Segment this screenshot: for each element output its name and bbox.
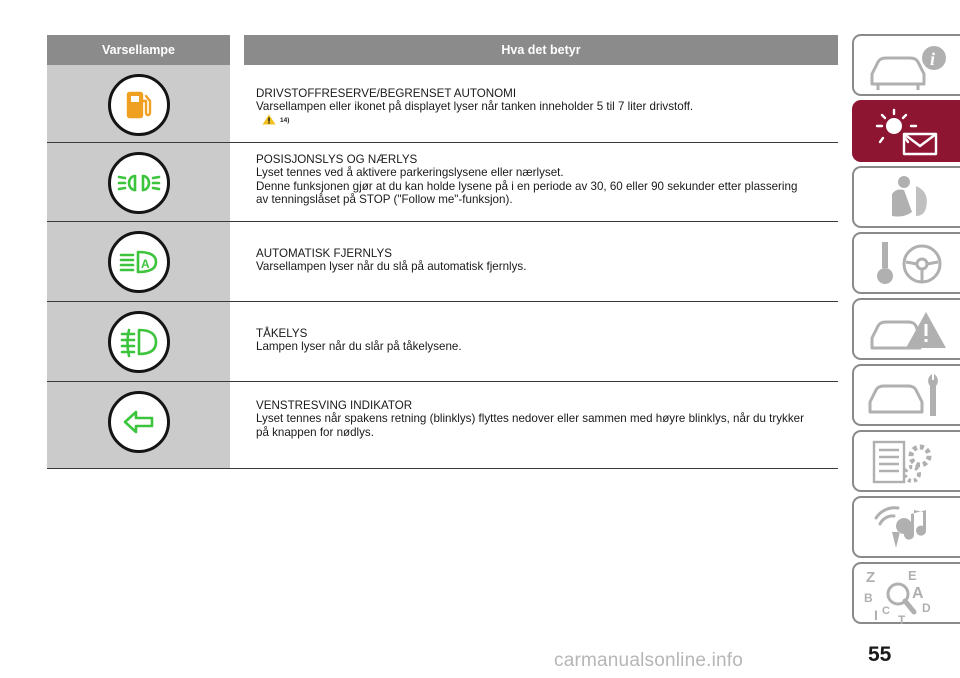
- auto-high-beam-icon: [108, 231, 170, 293]
- tab-starting-driving[interactable]: [852, 232, 960, 294]
- safety-seat-airbag-icon: [864, 172, 954, 224]
- index-letter: C: [882, 605, 890, 617]
- left-turn-indicator-icon: [108, 391, 170, 453]
- page-number: 55: [868, 643, 892, 666]
- header-warning-light: Varsellampe: [47, 35, 230, 65]
- index-letter: Z: [866, 569, 876, 586]
- index-letter: B: [864, 591, 873, 605]
- car-info-icon: [864, 40, 954, 92]
- row-title: POSISJONSLYS OG NÆRLYS: [256, 153, 418, 166]
- tab-warning-lights[interactable]: [852, 100, 960, 162]
- table-row: [47, 222, 838, 302]
- parking-lights-icon: [108, 152, 170, 214]
- tab-emergency[interactable]: [852, 298, 960, 360]
- table-row: [47, 382, 838, 469]
- warning-light-table: [47, 35, 838, 469]
- index-letter: D: [922, 601, 931, 615]
- fuel-reserve-icon: [108, 74, 170, 136]
- tab-safety[interactable]: [852, 166, 960, 228]
- car-warning-triangle-icon: [864, 304, 954, 356]
- row-description: Varsellampen lyser når du slå på automatisk fjernlys.: [256, 260, 527, 274]
- table-row: [47, 143, 838, 222]
- header-meaning: Hva det betyr: [244, 35, 838, 65]
- tab-multimedia[interactable]: [852, 496, 960, 558]
- tab-car-info[interactable]: [852, 34, 960, 96]
- row-description: Lyset tennes når spakens retning (blinklys) flyttes nedover eller sammen med høyre blinklys, når du trykker på knappen for nødlys.: [256, 412, 804, 439]
- index-letter: A: [912, 585, 924, 602]
- watermark: carmanualsonline.info: [554, 650, 744, 671]
- svg-text:A: A: [140, 257, 150, 271]
- car-wrench-icon: [864, 370, 954, 422]
- multimedia-icon: [864, 502, 954, 554]
- row-title: VENSTRESVING INDIKATOR: [256, 399, 413, 412]
- warning-light-message-icon: [864, 106, 954, 158]
- tab-technical-data[interactable]: [852, 430, 960, 492]
- index-letter: E: [908, 568, 917, 583]
- footnote-ref: 14): [280, 116, 290, 124]
- row-title: DRIVSTOFFRESERVE/BEGRENSET AUTONOMI: [256, 87, 517, 100]
- specifications-gear-icon: [864, 436, 954, 488]
- row-title: TÅKELYS: [256, 327, 308, 340]
- key-steering-wheel-icon: [864, 238, 954, 290]
- warning-triangle-icon: [262, 114, 276, 125]
- table-row: [47, 65, 838, 143]
- svg-text:i: i: [930, 49, 936, 69]
- row-description: Lampen lyser når du slår på tåkelysene.: [256, 340, 462, 354]
- row-title: AUTOMATISK FJERNLYS: [256, 247, 392, 260]
- table-row: [47, 302, 838, 382]
- tab-index[interactable]: [852, 562, 960, 624]
- table-header: [47, 35, 838, 65]
- row-description: Varsellampen eller ikonet på displayet lyser når tanken inneholder 5 til 7 liter drivstoff. 14): [256, 100, 694, 124]
- index-letter: I: [874, 607, 878, 623]
- index-letter: T: [898, 613, 906, 624]
- tab-maintenance[interactable]: [852, 364, 960, 426]
- index-search-icon: [864, 568, 954, 624]
- fog-light-icon: [108, 311, 170, 373]
- row-description: Lyset tennes ved å aktivere parkeringslysene eller nærlyset. Denne funksjonen gjør at du kan holde lysene på i en periode av 30, 60 eller 90 sekunder etter plassering av tenningslåset på STOP ("Follow me"-funksjon).: [256, 166, 798, 207]
